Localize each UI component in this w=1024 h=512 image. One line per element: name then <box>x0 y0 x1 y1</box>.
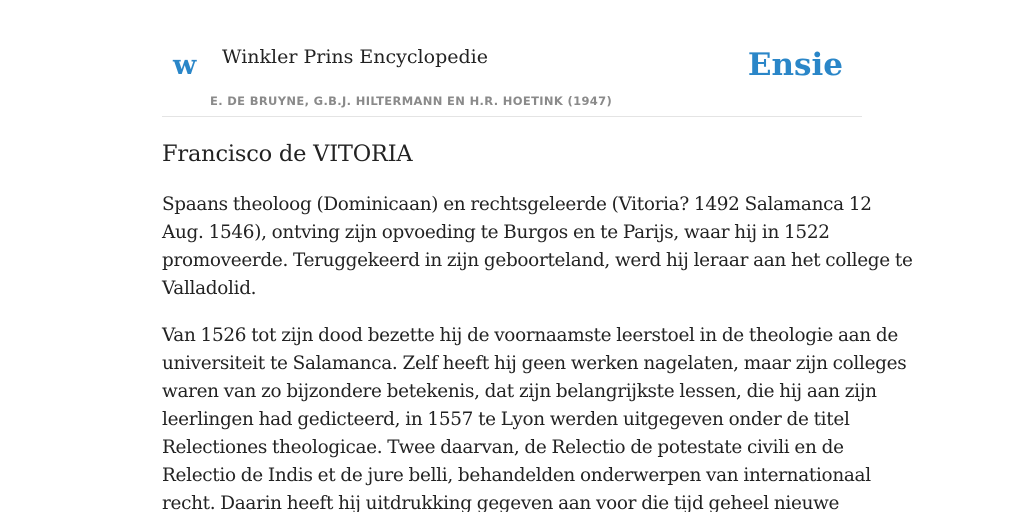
publication-logo-icon[interactable]: w <box>173 50 197 81</box>
paragraph-line: Relectio de Indis et de jure belli, behandelden onderwerpen van internationaal <box>162 465 871 486</box>
site-header <box>162 0 862 117</box>
paragraph-line: waren van zo bijzondere betekenis, dat zijn belangrijkste lessen, die hij aan zijn <box>162 381 877 402</box>
paragraph-line: Van 1526 tot zijn dood bezette hij de voornaamste leerstoel in de theologie aan de <box>162 325 898 346</box>
publication-title-link[interactable]: Winkler Prins Encyclopedie <box>222 46 488 68</box>
paragraph-line: Aug. 1546), ontving zijn opvoeding te Burgos en te Parijs, waar hij in 1522 <box>162 222 830 243</box>
paragraph-line: recht. Daarin heeft hij uitdrukking gegeven aan voor die tijd geheel nieuwe <box>162 493 840 512</box>
paragraph-line: Valladolid. <box>162 278 257 299</box>
article-paragraph <box>162 191 913 303</box>
paragraph-line: promoveerde. Teruggekeerd in zijn geboorteland, werd hij leraar aan het college te <box>162 250 913 271</box>
publication-authors: E. DE BRUYNE, G.B.J. HILTERMANN EN H.R. HOETINK (1947) <box>210 94 613 108</box>
article-title: Francisco de VITORIA <box>162 141 413 167</box>
paragraph-line: universiteit te Salamanca. Zelf heeft hij geen werken nagelaten, maar zijn colleges <box>162 353 907 374</box>
paragraph-line: leerlingen had gedicteerd, in 1557 te Lyon werden uitgegeven onder de titel <box>162 409 850 430</box>
article-paragraph <box>162 322 907 512</box>
brand-logo-link[interactable]: Ensie <box>747 47 843 83</box>
paragraph-line: Spaans theoloog (Dominicaan) en rechtsgeleerde (Vitoria? 1492 Salamanca 12 <box>162 194 872 215</box>
paragraph-line: Relectiones theologicae. Twee daarvan, de Relectio de potestate civili en de <box>162 437 844 458</box>
article <box>162 138 913 512</box>
